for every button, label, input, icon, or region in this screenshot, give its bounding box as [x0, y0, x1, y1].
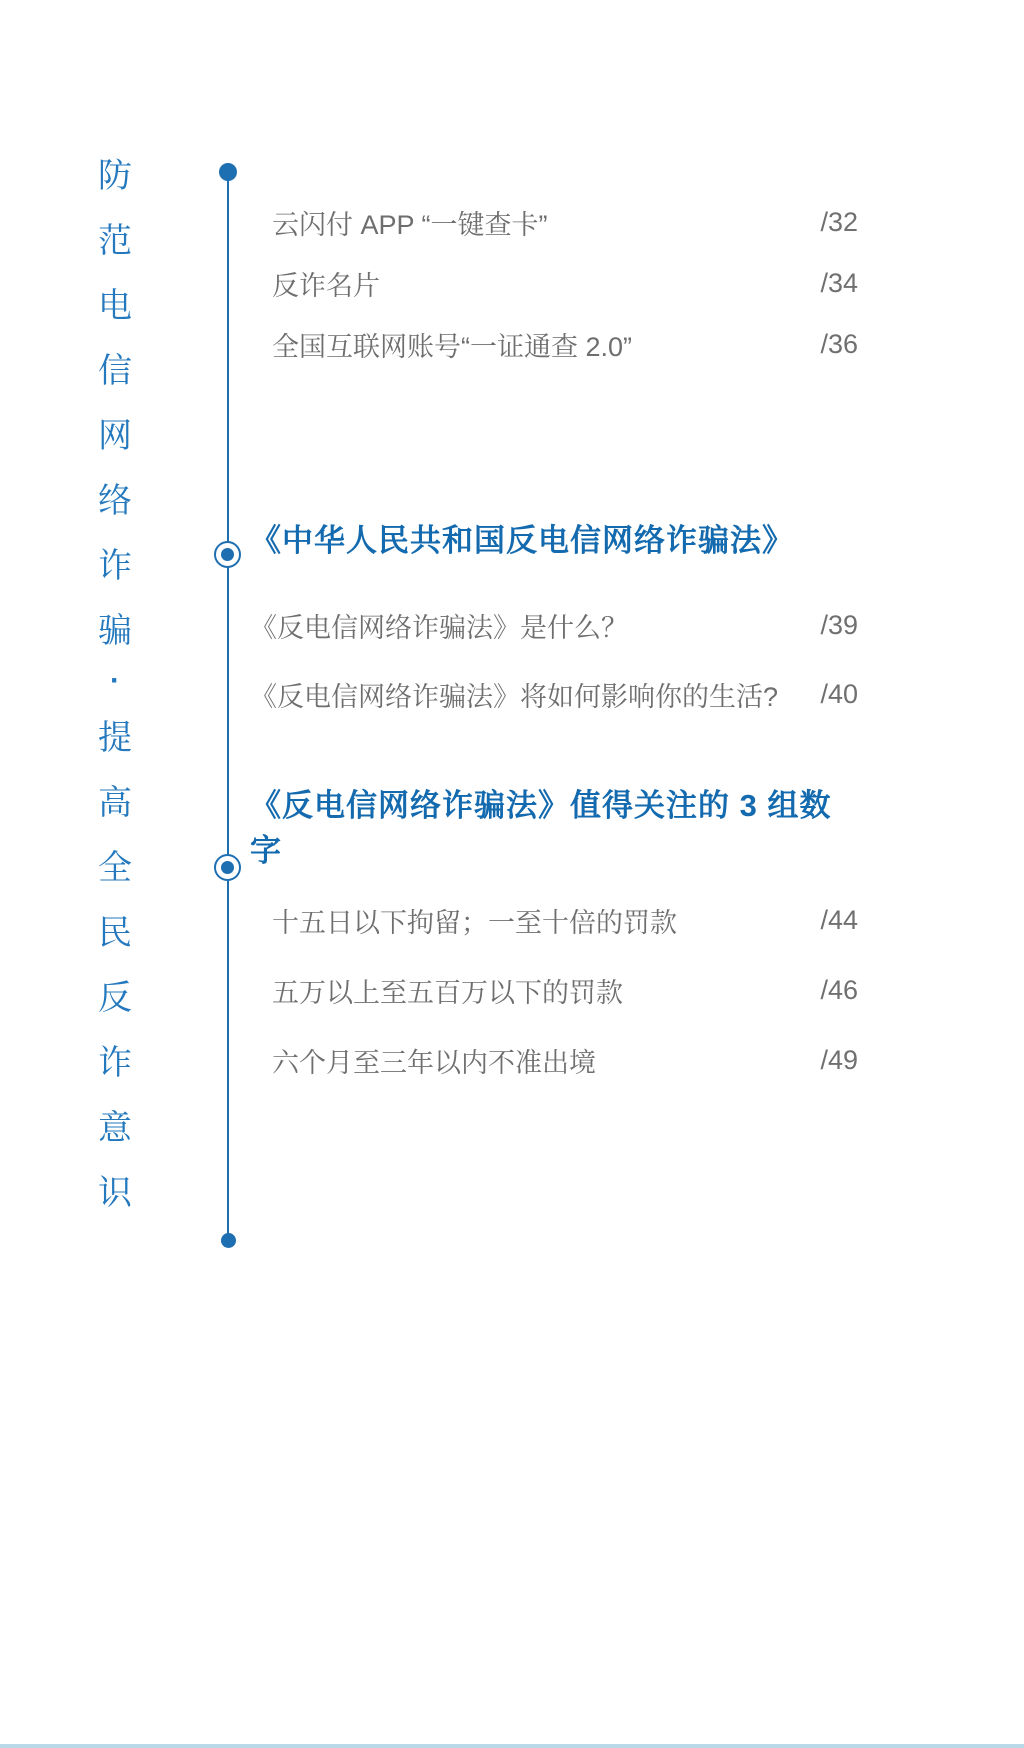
timeline-ring-inner-dot	[221, 861, 234, 874]
page-bottom-border	[0, 1744, 1024, 1748]
toc-row	[250, 898, 858, 942]
toc-item-title: 全国互联网账号“一证通查 2.0”	[272, 331, 633, 362]
toc-item-title: 六个月至三年以内不准出境	[272, 1047, 596, 1078]
toc-item-page-number: /34	[820, 267, 858, 298]
vertical-title-char: 诈	[98, 547, 132, 585]
vertical-title-char: 信	[98, 352, 132, 390]
vertical-title	[93, 140, 137, 1222]
timeline-line	[227, 172, 229, 1240]
toc-item-page-number: /40	[820, 678, 858, 709]
vertical-title-char: 网	[98, 417, 132, 455]
toc-item-page-number: /32	[820, 206, 858, 237]
vertical-title-char: 识	[98, 1174, 132, 1212]
toc-row	[250, 1038, 858, 1082]
toc-group-rows	[250, 898, 858, 1082]
toc-item-title: 反诈名片	[272, 270, 380, 301]
vertical-title-char: 意	[98, 1109, 132, 1147]
toc-item-title: 《反电信网络诈骗法》是什么？	[250, 612, 628, 643]
toc-row	[250, 261, 858, 305]
toc-section-heading: 《中华人民共和国反电信网络诈骗法》	[250, 522, 794, 558]
toc-item-title: 十五日以下拘留；一至十倍的罚款	[272, 907, 677, 938]
vertical-title-char: 民	[98, 914, 132, 952]
vertical-title-char: ·	[110, 664, 120, 697]
vertical-title-char: 高	[98, 784, 132, 822]
timeline-ring-marker-icon	[214, 541, 241, 568]
vertical-title-char: 电	[98, 287, 132, 325]
toc-row	[250, 672, 858, 716]
toc-item-title: 云闪付 APP “一键查卡”	[272, 209, 548, 240]
toc-row	[250, 968, 858, 1012]
toc-row	[250, 200, 858, 244]
vertical-title-char: 反	[98, 979, 132, 1017]
toc-item-page-number: /44	[820, 904, 858, 935]
vertical-title-char: 骗	[98, 612, 132, 650]
timeline-end-dot-icon	[221, 1233, 236, 1248]
toc-item-title: 五万以上至五百万以下的罚款	[272, 977, 623, 1008]
toc-group	[250, 788, 858, 1082]
toc-section-heading: 《反电信网络诈骗法》值得关注的 3 组数字	[250, 788, 832, 868]
toc-row	[250, 603, 858, 647]
toc-row	[250, 322, 858, 366]
vertical-title-char: 防	[98, 157, 132, 195]
vertical-title-char: 提	[98, 719, 132, 757]
timeline-ring-inner-dot	[221, 548, 234, 561]
vertical-title-char: 诈	[98, 1044, 132, 1082]
toc-item-page-number: /36	[820, 328, 858, 359]
toc-group	[250, 200, 858, 366]
toc-item-page-number: /46	[820, 974, 858, 1005]
table-of-contents	[250, 178, 858, 1108]
toc-group-rows	[250, 200, 858, 366]
vertical-title-char: 络	[98, 482, 132, 520]
toc-group-rows	[250, 603, 858, 716]
toc-item-page-number: /39	[820, 609, 858, 640]
timeline-ring-marker-icon	[214, 854, 241, 881]
vertical-title-char: 范	[98, 222, 132, 260]
toc-item-title: 《反电信网络诈骗法》将如何影响你的生活?	[250, 681, 779, 712]
toc-item-page-number: /49	[820, 1044, 858, 1075]
vertical-title-char: 全	[98, 849, 132, 887]
timeline-start-dot-icon	[219, 163, 237, 181]
toc-group	[250, 513, 858, 716]
